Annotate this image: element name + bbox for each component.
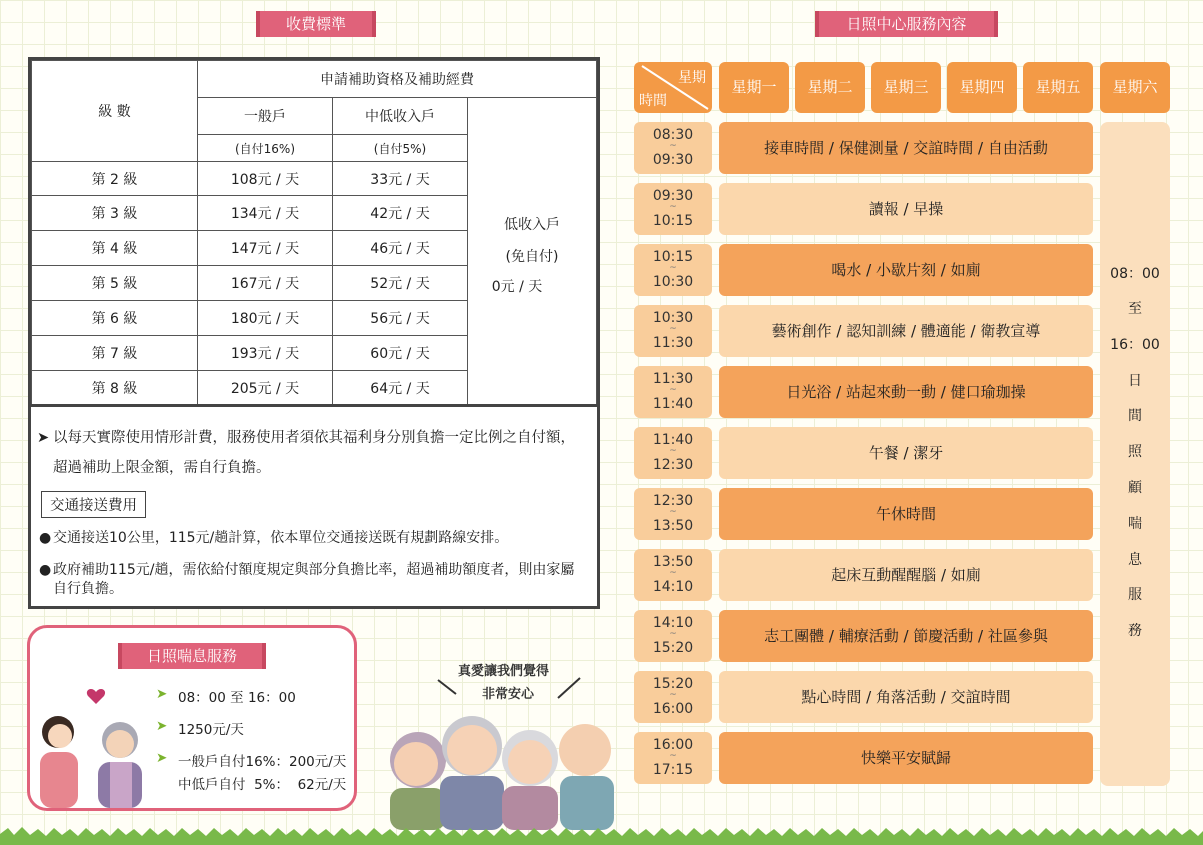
- respite-hours: [156, 686, 296, 706]
- general-copay: (自付16%): [198, 135, 333, 162]
- respite-price-text: 1250元/天: [178, 722, 244, 738]
- time-slot: [634, 732, 712, 784]
- fee-section-tag: 收費標準: [256, 11, 376, 37]
- respite-midlow-copay: 中低戶自付 5%： 62元/天: [178, 777, 347, 793]
- midlow-price: 64元 / 天: [333, 371, 468, 406]
- arrow-right-icon: ➤: [156, 750, 168, 766]
- transport-bullet-2: 政府補助115元/趟，需依給付額度規定與部分負擔比率，超過補助額度者，則由家屬自行負擔。: [53, 562, 575, 597]
- time-slot: [634, 671, 712, 723]
- tilde: ~: [669, 385, 677, 395]
- midlow-price: 46元 / 天: [333, 231, 468, 266]
- level-cell: 第 3 級: [32, 196, 198, 231]
- time-slot: [634, 488, 712, 540]
- tilde: ~: [669, 141, 677, 151]
- tilde: ~: [669, 446, 677, 456]
- day-header-fri: 星期五: [1023, 62, 1093, 113]
- activity-cell: 喝水 / 小歇片刻 / 如廁: [719, 244, 1093, 296]
- slot-end: 14:10: [652, 579, 694, 595]
- general-price: 108元 / 天: [198, 162, 333, 196]
- level-cell: 第 4 級: [32, 231, 198, 266]
- slot-end: 12:30: [652, 457, 694, 473]
- saturday-column: [1100, 122, 1170, 786]
- midlow-price: 33元 / 天: [333, 162, 468, 196]
- tilde: ~: [669, 690, 677, 700]
- level-cell: 第 8 級: [32, 371, 198, 406]
- activity-cell: 起床互動醒醒腦 / 如廁: [719, 549, 1093, 601]
- slot-start: 13:50: [652, 554, 694, 570]
- midlow-price: 52元 / 天: [333, 266, 468, 301]
- elderly-care-illustration: [34, 676, 174, 808]
- activity-cell: 日光浴 / 站起來動一動 / 健口瑜珈操: [719, 366, 1093, 418]
- elderly-group-illustration: [380, 670, 630, 830]
- slot-start: 10:30: [652, 310, 694, 326]
- respite-price: [156, 718, 244, 738]
- slot-end: 10:15: [652, 213, 694, 229]
- activity-cell: 接車時間 / 保健測量 / 交誼時間 / 自由活動: [719, 122, 1093, 174]
- low-income-label: 低收入戶: [504, 216, 560, 233]
- slot-start: 14:10: [652, 615, 694, 631]
- schedule-tag: 日照中心服務內容: [815, 11, 998, 37]
- respite-card: [27, 625, 357, 811]
- day-header-thu: 星期四: [947, 62, 1017, 113]
- slot-start: 12:30: [652, 493, 694, 509]
- transport-bullet-1: 交通接送10公里，115元/趟計算，依本單位交通接送既有規劃路線安排。: [53, 530, 509, 546]
- low-income-price: 0元 / 天: [491, 278, 543, 295]
- general-price: 193元 / 天: [198, 336, 333, 371]
- respite-general-copay: [156, 750, 347, 770]
- activity-cell: 志工團體 / 輔療活動 / 節慶活動 / 社區參與: [719, 610, 1093, 662]
- slot-end: 11:40: [652, 396, 694, 412]
- saturday-char: 務: [1128, 623, 1142, 639]
- saturday-char: 服: [1128, 587, 1142, 603]
- tilde: ~: [669, 202, 677, 212]
- time-slot: [634, 183, 712, 235]
- general-price: 205元 / 天: [198, 371, 333, 406]
- low-income-cell: [468, 98, 597, 406]
- level-header: 級 數: [32, 61, 198, 162]
- slot-end: 16:00: [652, 701, 694, 717]
- slot-end: 11:30: [652, 335, 694, 351]
- tilde: ~: [669, 324, 677, 334]
- bullet-icon: ●: [39, 562, 52, 578]
- saturday-char: 喘: [1128, 516, 1142, 532]
- slot-end: 10:30: [652, 274, 694, 290]
- arrow-right-icon: ➤: [156, 686, 168, 702]
- speech-line-2: 非常安心: [482, 687, 535, 702]
- day-header-wed: 星期三: [871, 62, 941, 113]
- slot-start: 09:30: [652, 188, 694, 204]
- level-cell: 第 5 級: [32, 266, 198, 301]
- level-cell: 第 7 級: [32, 336, 198, 371]
- day-header-sat: 星期六: [1100, 62, 1170, 113]
- saturday-to: 至: [1128, 301, 1142, 317]
- general-header: 一般戶: [198, 98, 333, 135]
- midlow-price: 56元 / 天: [333, 301, 468, 336]
- fee-note-text: 以每天實際使用情形計費，服務使用者須依其福利身分別負擔一定比例之自付額，超過補助上限金額，需自行負擔。: [53, 430, 575, 476]
- slot-start: 11:40: [652, 432, 694, 448]
- tilde: ~: [669, 629, 677, 639]
- saturday-char: 日: [1128, 373, 1142, 389]
- fee-notes: [31, 404, 597, 609]
- time-slot: [634, 366, 712, 418]
- arrow-right-icon: ➤: [37, 430, 50, 446]
- transport-fee-label: 交通接送費用: [41, 491, 146, 518]
- slot-start: 11:30: [652, 371, 694, 387]
- list-item: [39, 529, 587, 548]
- saturday-start: 08：00: [1110, 266, 1160, 282]
- slot-end: 09:30: [652, 152, 694, 168]
- midlow-header: 中低收入戶: [333, 98, 468, 135]
- time-slot: [634, 549, 712, 601]
- respite-hours-text: 08：00 至 16：00: [178, 690, 296, 706]
- slot-end: 13:50: [652, 518, 694, 534]
- level-cell: 第 2 級: [32, 162, 198, 196]
- activity-cell: 藝術創作 / 認知訓練 / 體適能 / 衛教宣導: [719, 305, 1093, 357]
- time-slot: [634, 427, 712, 479]
- corner-weekday-label: 星期: [678, 70, 706, 86]
- slot-end: 15:20: [652, 640, 694, 656]
- time-slot: [634, 122, 712, 174]
- slot-start: 08:30: [652, 127, 694, 143]
- general-price: 134元 / 天: [198, 196, 333, 231]
- saturday-char: 息: [1128, 552, 1142, 568]
- arrow-right-icon: ➤: [156, 718, 168, 734]
- slot-end: 17:15: [652, 762, 694, 778]
- midlow-price: 42元 / 天: [333, 196, 468, 231]
- fee-box: [28, 57, 600, 609]
- level-cell: 第 6 級: [32, 301, 198, 336]
- activity-cell: 讀報 / 早操: [719, 183, 1093, 235]
- tilde: ~: [669, 568, 677, 578]
- respite-general-copay-text: 一般戶自付16%：200元/天: [178, 754, 347, 770]
- fee-table: [31, 60, 597, 406]
- midlow-price: 60元 / 天: [333, 336, 468, 371]
- general-price: 180元 / 天: [198, 301, 333, 336]
- tilde: ~: [669, 751, 677, 761]
- speech-line-1: 真愛讓我們覺得: [458, 664, 550, 679]
- saturday-char: 照: [1128, 444, 1142, 460]
- list-item: [39, 561, 587, 599]
- respite-tag: 日照喘息服務: [118, 643, 266, 669]
- activity-cell: 午休時間: [719, 488, 1093, 540]
- tilde: ~: [669, 263, 677, 273]
- low-income-copay: (免自付): [505, 248, 559, 265]
- day-header-tue: 星期二: [795, 62, 865, 113]
- slot-start: 15:20: [652, 676, 694, 692]
- subsidy-header: 申請補助資格及補助經費: [198, 61, 597, 98]
- saturday-char: 顧: [1128, 480, 1142, 496]
- time-slot: [634, 305, 712, 357]
- activity-cell: 午餐 / 潔牙: [719, 427, 1093, 479]
- activity-cell: 快樂平安賦歸: [719, 732, 1093, 784]
- tilde: ~: [669, 507, 677, 517]
- midlow-copay: (自付5%): [333, 135, 468, 162]
- activity-cell: 點心時間 / 角落活動 / 交誼時間: [719, 671, 1093, 723]
- saturday-end: 16：00: [1110, 337, 1160, 353]
- fee-note: [37, 423, 589, 483]
- day-header-mon: 星期一: [719, 62, 789, 113]
- time-slot: [634, 610, 712, 662]
- slot-start: 10:15: [652, 249, 694, 265]
- grass-border: [0, 826, 1203, 845]
- saturday-char: 間: [1128, 408, 1142, 424]
- bullet-icon: ●: [39, 530, 52, 546]
- schedule-corner-header: [634, 62, 712, 113]
- general-price: 167元 / 天: [198, 266, 333, 301]
- slot-start: 16:00: [652, 737, 694, 753]
- general-price: 147元 / 天: [198, 231, 333, 266]
- time-slot: [634, 244, 712, 296]
- corner-time-label: 時間: [639, 93, 667, 109]
